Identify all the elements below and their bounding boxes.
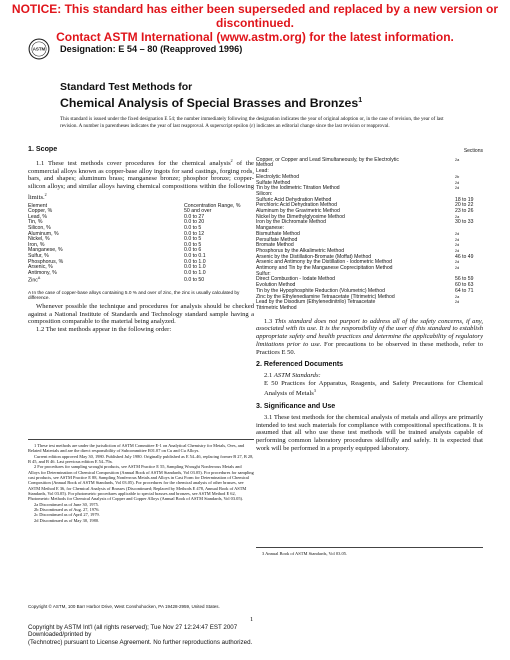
section-method: Method: [256, 162, 273, 169]
designation: Designation: E 54 – 80 (Reapproved 1996): [60, 44, 243, 54]
element-cell: Manganese, %: [28, 247, 63, 254]
section-method: Tin by the Iodimetric Titration Method: [256, 185, 340, 192]
section-method: Zinc by the Ethylenediamine Tetraacetate (Titrimetric) Method: [256, 293, 395, 300]
element-cell: Aluminum, %: [28, 230, 59, 237]
refs-item-e50: E 50 Practices for Apparatus, Reagents, and Safety Precautions for Chemical Analysis of Metals$^3$: [264, 379, 483, 398]
page-number: 1: [250, 616, 254, 623]
footnote-3: 3 Annual Book of ASTM Standards, Vol 03.05.: [256, 547, 483, 556]
footnotes-left: [28, 439, 254, 523]
footnote: 1 These test methods are under the jurisdiction of ASTM Committee E-1 on Analytical Chemistry for Metals, Ores, and Related Materials and are the direct responsibility of Subcommittee E01.07 on Cu and Cu Alloys.: [28, 443, 245, 454]
range-cell: 0.0 to 20: [184, 219, 205, 226]
section-method: Sulfuric Acid Dehydration Method: [256, 196, 332, 203]
notice-banner: [0, 2, 510, 44]
notice-line-1: NOTICE: This standard has either been superseded and replaced by a new version or discontinued.: [11, 2, 499, 30]
section-method: Sulfate Method: [256, 179, 291, 186]
range-cell: 0.0 to 50: [184, 276, 205, 283]
section-method: Copper, or Copper and Lead Simultaneously, by the Electrolytic: [256, 156, 399, 163]
section-row: [256, 306, 483, 312]
range-cell: 0.0 to 5: [184, 236, 202, 243]
right-column: [256, 148, 483, 452]
referenced-documents-heading: 2. Referenced Documents: [256, 360, 344, 369]
section-method: Silicon:: [256, 190, 273, 197]
range-cell: 0.0 to 27: [184, 213, 205, 220]
footnote: 2 For procedures for sampling wrought products, see ASTM Practice E 55, Sampling Wrought Nonferrous Metals and Alloys for Determination of Chemical Composition (Annual Book of ASTM Standards, Vol 03.05). For procedures for sampling cast products, see ASTM Practice E 88, Sampling Nonferrous Metals and Alloys in Cast Form for Determination of Chemical Composition (Annual Book of ASTM Standards, Vol 03.05). For procedures for the chemical analysis of other brasses, see ASTM Method E 36, for Chemical Analysis of Brasses (Discontinued; Replaced by Methods E 478, Annual Book of ASTM Standards, Vol 03.05). For photometric procedures applicable to special brasses and bronzes, see ASTM Method E 62, Photometric Methods for Chemical Analysis of Copper and Copper Alloys (Annual Book of ASTM Standards, Vol 03.05).: [28, 464, 254, 502]
notice-line-2: Contact ASTM International (www.astm.org) for the latest information.: [56, 30, 454, 44]
section-method: Nickel by the Dimethylglyoxime Method: [256, 213, 345, 220]
section-method: Perchloric Acid Dehydration Method: [256, 202, 337, 209]
range-cell: 0.0 to 12: [184, 230, 205, 237]
section-numbers: 2d: [455, 260, 460, 265]
section-method: Phosphorus by the Alkalimetric Method: [256, 247, 345, 254]
footnote: 2d Discontinued as of May 30, 1980.: [34, 517, 100, 523]
section-method: Manganese:: [256, 225, 285, 232]
range-cell: 50 and over: [184, 208, 212, 215]
table-header-element: Element: [28, 202, 48, 209]
section-numbers: 18 to 19: [455, 196, 474, 203]
element-cell: Copper, %: [28, 208, 53, 215]
section-method: Arsenic by the Distillation-Bromate (Moffat) Method: [256, 253, 372, 260]
section-numbers: 2b: [455, 174, 460, 179]
issued-note: This standard is issued under the fixed designation E 54; the number immediately following the designation indicates the year of original adoption or, in the case of revision, the year of last revision. A number in parentheses indicates the year of last reapproval. A superscript epsilon (ε) indicates an editorial change since the last revision or reapproval.: [60, 116, 444, 129]
scope-heading: 1. Scope: [28, 145, 58, 153]
element-cell: Lead, %: [28, 213, 48, 220]
element-cell: Silicon, %: [28, 224, 51, 231]
range-cell: 0.0 to 1.0: [184, 269, 206, 276]
copyright-address: Copyright © ASTM, 100 Barr Harbor Drive, West Conshohocken, PA 19428-2959, United States.: [28, 604, 220, 609]
title-footnote-ref: 1: [358, 97, 363, 104]
refs-paragraph: 2.1 ASTM Standards:: [264, 371, 321, 379]
range-cell: 0.0 to 0.1: [184, 252, 206, 259]
section-method: Titrimetric Method: [256, 304, 297, 311]
section-method: Persulfate Method: [256, 236, 298, 243]
logo-text: ASTM: [32, 46, 46, 52]
section-numbers: 2d: [455, 186, 460, 191]
significance-heading: 3. Significance and Use: [256, 402, 336, 411]
section-numbers: 64 to 71: [455, 287, 474, 294]
footnote: 2b Discontinued as of Aug. 27, 1976.: [34, 507, 100, 513]
element-cell: Antimony, %: [28, 269, 57, 276]
section-numbers: 2d: [455, 266, 460, 271]
section-numbers: 2d: [455, 180, 460, 185]
section-method: Antimony and Tin by the Manganese Coprecipitation Method: [256, 265, 393, 272]
section-method: Arsenic and Antimony by the Distillation - Iodometric Method: [256, 259, 392, 266]
section-method: Iron by the Dichromate Method: [256, 219, 326, 226]
range-cell: 0.0 to 6: [184, 247, 202, 254]
section-numbers: 46 to 49: [455, 253, 474, 260]
section-numbers: 2d: [455, 300, 460, 305]
safety-paragraph: 1.3 This standard does not purport to address all of the safety concerns, if any, associated with its use. It is the responsibility of the user of this standard to establish appropriate safety and health practices and determine the applicability of regulatory limitations prior to use. For precautions to be observed in these methods, refer to Practices E 50.: [256, 317, 484, 356]
section-numbers: 2d: [455, 248, 460, 253]
section-method: Lead by the Disodium (Ethylenedinitrilo) Tetraacetate: [256, 299, 376, 306]
element-cell: Tin, %: [28, 219, 43, 226]
section-numbers: 2a: [455, 157, 460, 162]
table-row: [28, 276, 254, 284]
footnote: Current edition approved May 30, 1980. Published July 1980. Originally published as E 54–46, replacing former B 27, B 28, B 45, and B 46. Last previous edition E 54–79a.: [28, 453, 254, 465]
table-header-range: Concentration Range, %: [184, 202, 241, 209]
section-numbers: 20 to 22: [455, 202, 474, 209]
significance-paragraph: 3.1 These test methods for the chemical analysis of metals and alloys are primarily intended to test such materials for compliance with compositional specifications. It is assumed that all who use these test methods will be trained analysts capable of performing common laboratory procedures skillfully and safely. It is expected that work will be performed in a properly equipped laboratory.: [256, 413, 483, 452]
section-method: Sulfur:: [256, 270, 271, 277]
title-line-2: Chemical Analysis of Special Brasses and Bronzes$^1$: [60, 96, 363, 111]
section-numbers: 56 to 59: [455, 276, 474, 283]
element-cell: Iron, %: [28, 241, 45, 248]
section-method: Bromate Method: [256, 242, 294, 249]
sections-table: [256, 158, 483, 312]
footnote: 2a Discontinued as of June 30, 1975.: [34, 501, 99, 507]
left-column: [28, 146, 254, 334]
element-cell: Zinc$^A$: [28, 276, 41, 285]
composition-table-note: A In the case of copper-base alloys containing 5.0 % and over of zinc, the zinc is usually calculated by difference.: [28, 289, 240, 301]
license-footer: [28, 624, 252, 646]
section-method: Lead:: [256, 168, 269, 175]
document-title: [60, 80, 362, 110]
scope-paragraph-nist: Whenever possible the technique and procedures for analysis should be checked against a National Institute of Standards and Technology standard sample having a composition comparable to the material being analyzed.: [28, 302, 254, 326]
element-cell: Arsenic, %: [28, 264, 53, 271]
element-cell: Nickel, %: [28, 236, 50, 243]
title-line-1: Standard Test Methods for: [60, 81, 193, 93]
range-cell: 0.0 to 1.0: [184, 264, 206, 271]
section-numbers: 60 to 63: [455, 282, 474, 289]
section-numbers: 2d: [455, 237, 460, 242]
range-cell: 0.0 to 1.0: [184, 258, 206, 265]
section-numbers: 2d: [455, 243, 460, 248]
composition-table: [28, 204, 254, 285]
footer-line-1: Copyright by ASTM Int'l (all rights reserved); Tue Nov 27 12:24:47 EST 2007: [28, 624, 238, 631]
footer-line-3: (Technotrec) pursuant to License Agreement. No further reproductions authorized.: [28, 638, 253, 646]
footnote: 2c Discontinued as of April 27, 1979.: [34, 512, 100, 518]
section-method: Aluminum by the Gravimetric Method: [256, 208, 340, 215]
range-cell: 0.0 to 5: [184, 241, 202, 248]
section-method: Electrolytic Method: [256, 173, 300, 180]
section-numbers: 23 to 26: [455, 208, 474, 215]
section-numbers: 2a: [455, 214, 460, 219]
element-cell: Phosphorus, %: [28, 258, 64, 265]
element-cell: Sulfur, %: [28, 252, 49, 259]
range-cell: 0.0 to 5: [184, 224, 202, 231]
sections-heading: Sections: [463, 148, 483, 154]
scope-paragraph-1-1: 1.1 These test methods cover procedures for the chemical analysis$^2$ of the commercial alloys known as copper-base alloy ingots for sand castings, forging rods, bars, and shapes; aluminum brass; manganese bronze; phosphor bronze; copper-silicon alloys; and similar alloys having chemical compositions within the following limits.$^2$: [28, 157, 254, 201]
footer-line-2: Downloaded/printed by: [28, 631, 92, 639]
section-numbers: 30 to 33: [455, 219, 474, 226]
section-method: Evolution Method: [256, 282, 296, 289]
section-method: Direct Combustion - Iodate Method: [256, 276, 335, 283]
section-numbers: [455, 306, 483, 312]
section-numbers: 2a: [455, 294, 460, 299]
scope-paragraph-1-2: 1.2 The test methods appear in the following order:: [36, 325, 172, 333]
section-numbers: 2d: [455, 231, 460, 236]
section-method: Bismuthate Method: [256, 230, 300, 237]
section-method: Tin by the Hypophosphite Reduction (Volumetric) Method: [256, 287, 385, 294]
astm-logo-icon: [28, 38, 50, 60]
